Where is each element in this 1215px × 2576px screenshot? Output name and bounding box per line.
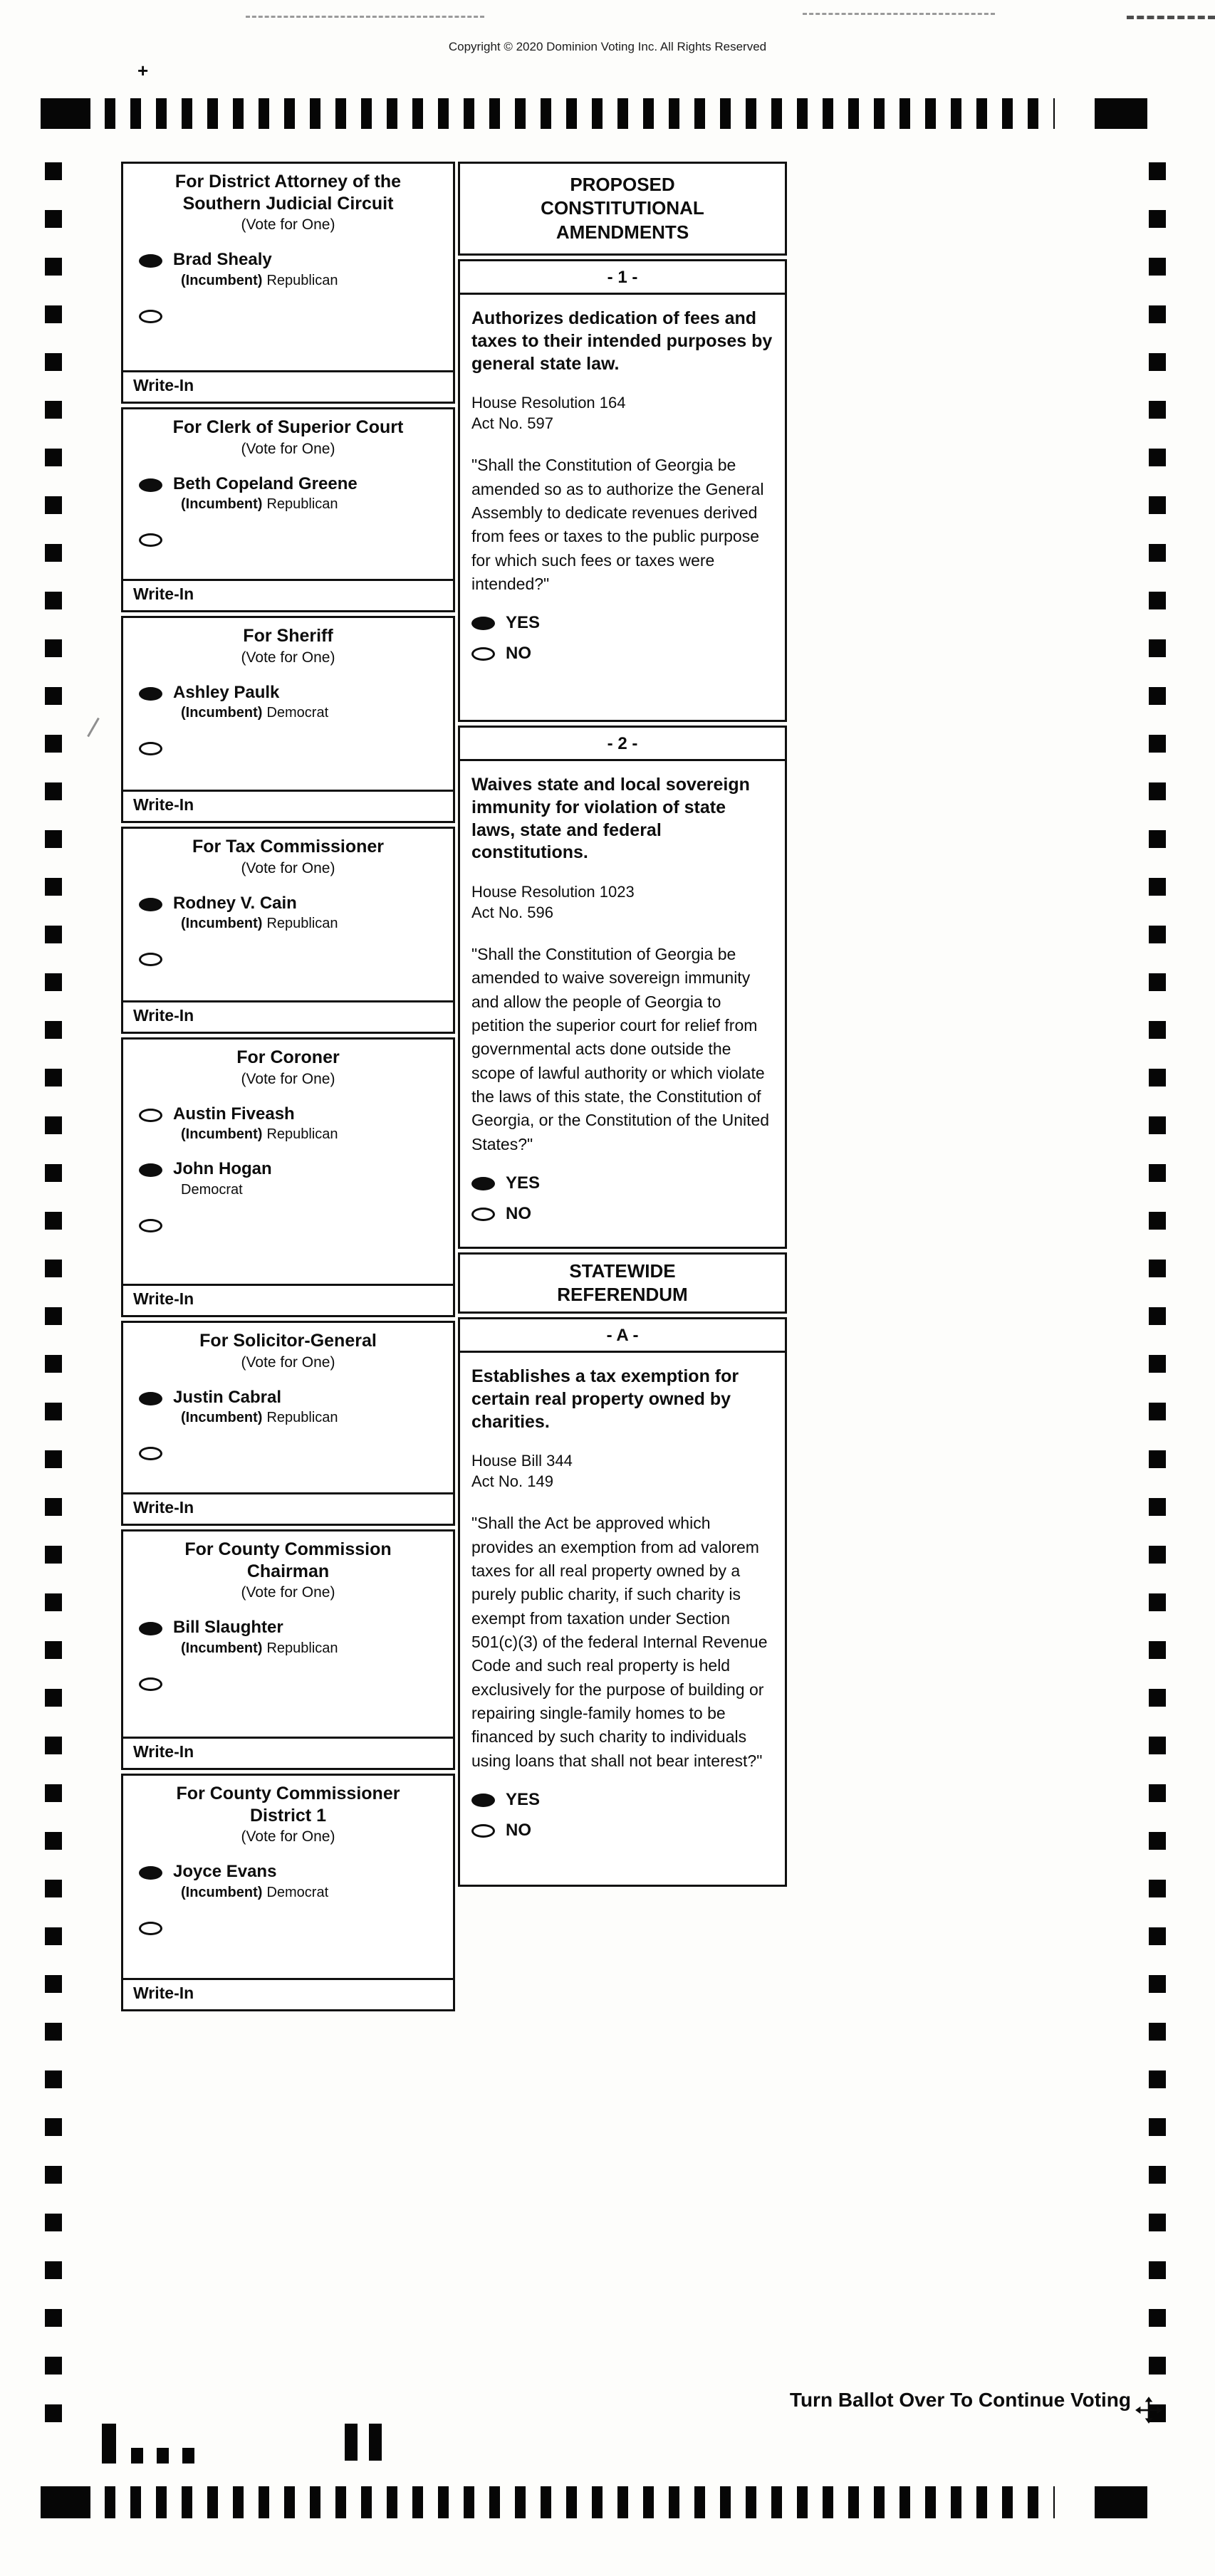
ballot-id-mark: [182, 2448, 194, 2464]
timing-ticks-bottom: [105, 2486, 1055, 2518]
candidate-detail: [181, 705, 328, 721]
turn-ballot-over-text: Turn Ballot Over To Continue Voting: [789, 2389, 1131, 2411]
measure-ref-line: Act No. 596: [471, 904, 553, 922]
contest-instruction: (Vote for One): [241, 440, 335, 457]
scan-artifact: [1127, 16, 1215, 19]
candidate-row: [123, 894, 453, 933]
option-row-no: [471, 1204, 773, 1224]
write-in-label: Write-In: [133, 585, 194, 603]
write-in-row: [123, 949, 453, 966]
write-in-row: [123, 1918, 453, 1935]
candidate-row: [123, 1618, 453, 1657]
candidate-name: Joyce Evans: [173, 1862, 277, 1881]
write-in-label: Write-In: [133, 795, 194, 814]
contest-title: For Clerk of Superior Court: [172, 417, 404, 437]
candidate-party: Republican: [266, 916, 338, 932]
timing-marks-right: [1149, 162, 1166, 2422]
write-in-row: [123, 1674, 453, 1691]
measure-options: [471, 1173, 773, 1224]
contest-title: For Tax Commissioner: [192, 837, 385, 857]
candidate-name: Ashley Paulk: [173, 682, 280, 702]
measure-reference: [471, 881, 773, 923]
yes-oval[interactable]: [471, 1177, 495, 1190]
scan-artifact: [246, 16, 484, 18]
candidate-text: [173, 1388, 338, 1427]
write-in-oval[interactable]: [139, 953, 162, 966]
timing-cap-top-left: [41, 98, 90, 129]
write-in-oval[interactable]: [139, 742, 162, 755]
ballot-id-mark: [157, 2448, 169, 2464]
candidate-incumbent: (Incumbent): [181, 1126, 263, 1143]
candidate-name: Brad Shealy: [173, 250, 272, 269]
write-in-oval[interactable]: [139, 1219, 162, 1232]
candidate-row: [123, 1863, 453, 1901]
measure-ref-line: House Resolution 1023: [471, 883, 635, 901]
yes-label: YES: [506, 1790, 541, 1810]
candidate-row: [123, 684, 453, 722]
contest-instruction: (Vote for One): [241, 1584, 335, 1601]
registration-mark: +: [137, 60, 149, 81]
yes-oval[interactable]: [471, 617, 495, 630]
write-in-label: Write-In: [133, 1742, 194, 1761]
candidate-incumbent: (Incumbent): [181, 496, 263, 513]
contests-column: [121, 162, 455, 2011]
candidate-incumbent: (Incumbent): [181, 916, 263, 932]
write-in-oval[interactable]: [139, 1447, 162, 1460]
measure-ref-line: Act No. 597: [471, 414, 553, 433]
contest-solicitor-general: [121, 1321, 455, 1526]
no-oval[interactable]: [471, 1208, 495, 1221]
contest-sheriff: [121, 616, 455, 823]
copyright-text: Copyright © 2020 Dominion Voting Inc. All Rights Reserved: [448, 40, 767, 53]
candidate-detail: [181, 1126, 338, 1143]
measure-question: "Shall the Act be approved which provides an exemption from ad valorem taxes for all real property owned by a purely public charity, if such charity is exempt from taxation under Section 501(c)(3) of the federal Internal Revenue Code and such real property is held exclusively for the purpose of building or repairing single-family homes to be financed by such charity to individuals using loans that shall not bear interest?": [471, 1514, 768, 1770]
candidate-text: [173, 1863, 328, 1901]
contest-coroner: [121, 1037, 455, 1317]
candidate-text: [173, 1160, 272, 1198]
no-label: NO: [506, 1821, 531, 1841]
candidate-oval[interactable]: [139, 254, 162, 268]
candidate-party: Republican: [266, 1126, 338, 1143]
measure-number: - 2 -: [460, 728, 785, 761]
contest-title: For District Attorney of the Southern Judicial Circuit: [174, 172, 402, 214]
candidate-party: Democrat: [181, 1182, 243, 1198]
write-in-oval[interactable]: [139, 1677, 162, 1691]
write-in-label: Write-In: [133, 1498, 194, 1517]
timing-cap-bottom-right: [1095, 2486, 1147, 2518]
amendments-header: [458, 162, 787, 256]
ballot-id-mark: [102, 2424, 116, 2464]
candidate-text: [173, 475, 358, 513]
ballot-id-mark: [345, 2424, 358, 2461]
measure-ref-line: Act No. 149: [471, 1472, 553, 1491]
write-in-oval[interactable]: [139, 310, 162, 323]
candidate-oval[interactable]: [139, 1392, 162, 1405]
candidate-row: [123, 1388, 453, 1427]
measure-summary: Establishes a tax exemption for certain real property owned by charities.: [471, 1366, 739, 1432]
contest-title: For Sheriff: [243, 626, 333, 646]
measure-options: [471, 1790, 773, 1841]
timing-cap-top-right: [1095, 98, 1147, 129]
candidate-party: Republican: [266, 496, 338, 513]
candidate-incumbent: (Incumbent): [181, 1640, 263, 1656]
timing-ticks-top: [105, 98, 1055, 129]
candidate-name: Beth Copeland Greene: [173, 473, 358, 493]
measure-ref-line: House Resolution 164: [471, 394, 626, 412]
measure-number: - 1 -: [460, 261, 785, 295]
candidate-row: [123, 475, 453, 513]
candidate-text: [173, 251, 338, 289]
candidate-name: Bill Slaughter: [173, 1618, 283, 1637]
write-in-row: [123, 306, 453, 323]
no-label: NO: [506, 1204, 531, 1224]
referendum-a: [458, 1317, 787, 1887]
referendum-header: [458, 1252, 787, 1314]
amendment-2: [458, 726, 787, 1249]
contest-tax-commissioner: [121, 827, 455, 1034]
scan-artifact: [803, 13, 995, 15]
candidate-oval[interactable]: [139, 898, 162, 911]
contest-instruction: (Vote for One): [241, 1828, 335, 1845]
amendment-1: [458, 259, 787, 722]
contest-clerk-superior-court: [121, 407, 455, 612]
candidate-party: Democrat: [266, 1884, 329, 1900]
no-oval[interactable]: [471, 1824, 495, 1838]
candidate-detail: [181, 1885, 328, 1901]
contest-district-attorney: [121, 162, 455, 404]
write-in-oval[interactable]: [139, 1922, 162, 1935]
candidate-party: Republican: [266, 1640, 338, 1656]
write-in-row: [123, 1443, 453, 1460]
candidate-text: [173, 894, 338, 933]
candidate-party: Republican: [266, 1410, 338, 1426]
candidate-oval[interactable]: [139, 1622, 162, 1635]
candidate-oval[interactable]: [139, 1866, 162, 1880]
measure-question: "Shall the Constitution of Georgia be amended to waive sovereign immunity and allow the people of Georgia to petition the superior court for relief from governmental acts done outside the scope of lawful authority or which violate the laws of this state, the Constitution of Georgia, or the Constitution of the United States?": [471, 945, 770, 1153]
candidate-detail: [181, 273, 338, 289]
no-label: NO: [506, 644, 531, 664]
write-in-label: Write-In: [133, 1006, 194, 1025]
measure-ref-line: House Bill 344: [471, 1452, 573, 1470]
candidate-text: [173, 1618, 338, 1657]
candidate-row: [123, 1160, 453, 1198]
candidate-oval[interactable]: [139, 1163, 162, 1177]
candidate-text: [173, 684, 328, 722]
candidate-name: Austin Fiveash: [173, 1104, 295, 1124]
timing-marks-left: [45, 162, 62, 2422]
candidate-detail: [181, 1640, 338, 1657]
option-row-yes: [471, 1173, 773, 1193]
contest-instruction: (Vote for One): [241, 216, 335, 233]
candidate-name: Justin Cabral: [173, 1387, 282, 1407]
yes-label: YES: [506, 613, 541, 633]
candidate-oval[interactable]: [139, 478, 162, 492]
candidate-party: Republican: [266, 272, 338, 288]
option-row-yes: [471, 613, 773, 633]
yes-label: YES: [506, 1173, 541, 1193]
contest-instruction: (Vote for One): [241, 859, 335, 876]
contest-instruction: (Vote for One): [241, 649, 335, 666]
candidate-detail: [181, 1410, 338, 1426]
contest-instruction: (Vote for One): [241, 1070, 335, 1087]
option-row-yes: [471, 1790, 773, 1810]
write-in-label: Write-In: [133, 1984, 194, 2002]
candidate-detail: [181, 916, 338, 932]
measure-question: "Shall the Constitution of Georgia be amended so as to authorize the General Assembly to dedicate revenues derived from fees or taxes to the public purpose for which such fees or taxes were intended?": [471, 456, 764, 594]
ballot-id-mark: [131, 2448, 143, 2464]
ballot-id-mark: [369, 2424, 382, 2461]
measure-options: [471, 613, 773, 664]
write-in-row: [123, 738, 453, 755]
candidate-incumbent: (Incumbent): [181, 705, 263, 721]
candidate-incumbent: (Incumbent): [181, 1884, 263, 1900]
measures-column: [458, 162, 787, 1887]
contest-instruction: (Vote for One): [241, 1354, 335, 1371]
write-in-label: Write-In: [133, 1289, 194, 1308]
contest-title: For County Commission Chairman: [184, 1539, 392, 1581]
candidate-oval[interactable]: [139, 687, 162, 701]
measure-reference: [471, 392, 773, 434]
write-in-row: [123, 1215, 453, 1232]
write-in-row: [123, 530, 453, 547]
option-row-no: [471, 644, 773, 664]
contest-commission-chairman: [121, 1529, 455, 1770]
measure-body: [460, 1366, 785, 1841]
candidate-text: [173, 1105, 338, 1143]
candidate-row: [123, 251, 453, 289]
candidate-detail: [181, 1182, 272, 1198]
candidate-incumbent: (Incumbent): [181, 1410, 263, 1426]
candidate-incumbent: (Incumbent): [181, 272, 263, 288]
candidate-row: [123, 1105, 453, 1143]
measure-reference: [471, 1450, 773, 1492]
candidate-oval[interactable]: [139, 1109, 162, 1122]
move-cursor-icon: [1134, 2395, 1164, 2425]
measure-body: [460, 308, 785, 664]
write-in-oval[interactable]: [139, 533, 162, 547]
contest-title: For County Commissioner District 1: [176, 1784, 400, 1826]
measure-body: [460, 774, 785, 1224]
measure-summary: Authorizes dedication of fees and taxes to their intended purposes by general state law.: [471, 308, 773, 374]
option-row-no: [471, 1821, 773, 1841]
candidate-name: John Hogan: [173, 1159, 272, 1179]
measure-number: - A -: [460, 1319, 785, 1353]
amendments-header-text: PROPOSED CONSTITUTIONAL AMENDMENTS: [541, 174, 704, 243]
contest-commissioner-district-1: [121, 1774, 455, 2011]
contest-title: For Coroner: [236, 1047, 340, 1067]
write-in-label: Write-In: [133, 376, 194, 394]
contest-title: For Solicitor-General: [199, 1331, 377, 1351]
yes-oval[interactable]: [471, 1794, 495, 1807]
no-oval[interactable]: [471, 647, 495, 661]
measure-summary: Waives state and local sovereign immunity for violation of state laws, state and federal constitutions.: [471, 775, 750, 863]
candidate-name: Rodney V. Cain: [173, 893, 297, 913]
stray-pen-mark: [87, 718, 100, 737]
timing-cap-bottom-left: [41, 2486, 90, 2518]
candidate-party: Democrat: [266, 705, 329, 721]
candidate-detail: [181, 496, 358, 513]
referendum-header-text: STATEWIDE REFERENDUM: [557, 1260, 688, 1305]
